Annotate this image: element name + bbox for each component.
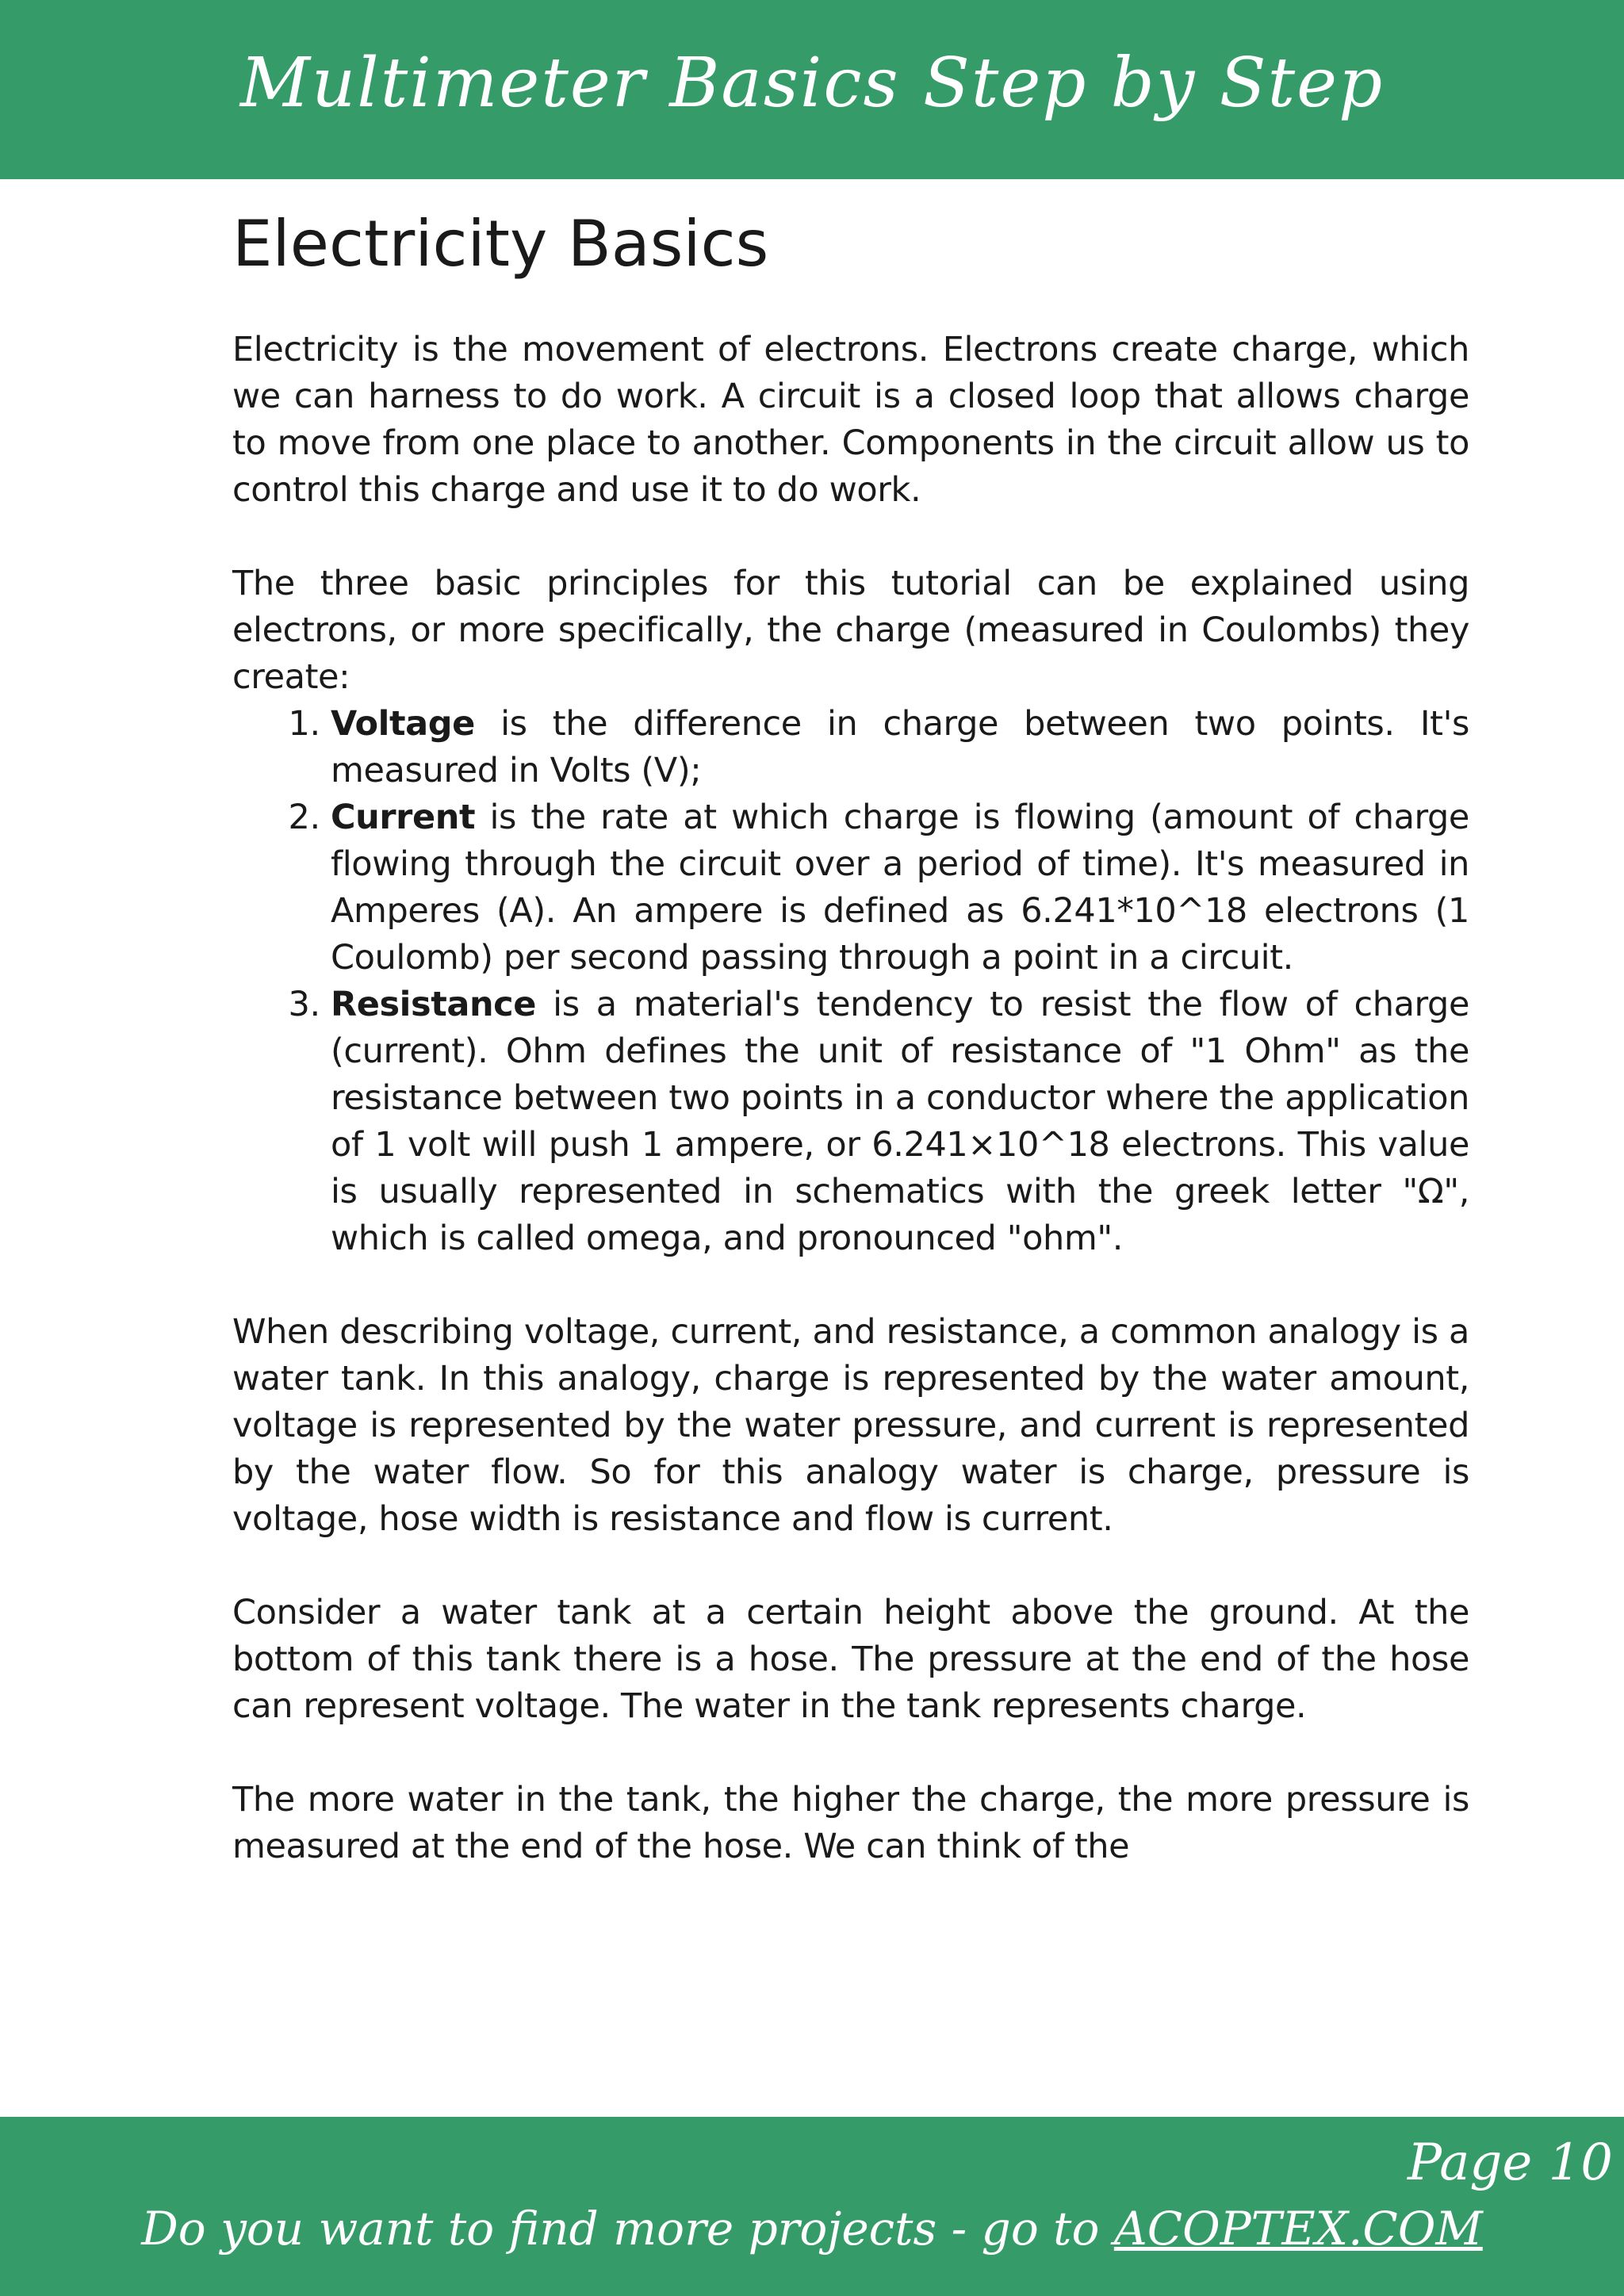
list-item-voltage xyxy=(331,701,1469,794)
page-footer xyxy=(0,2117,1624,2296)
section-heading: Electricity Basics xyxy=(232,207,769,281)
list-item-resistance xyxy=(331,982,1469,1262)
tank-paragraph: Consider a water tank at a certain height above the ground. At the bottom of this tank there is a hose. The pressure at the end of the hose can represent voltage. The water in the tank represents charge. xyxy=(232,1593,1469,1726)
term-voltage: Voltage xyxy=(331,704,475,744)
footer-cta xyxy=(0,2202,1624,2256)
term-current: Current xyxy=(331,798,476,837)
definition-voltage: is the difference in charge between two points. It's measured in Volts (V); xyxy=(331,704,1469,790)
page-header xyxy=(0,0,1624,179)
definition-current: is the rate at which charge is flowing (amount of charge flowing through the circuit over a period of time). It's measured in Amperes (A). An ampere is defined as 6.241*10^18 electrons (1 Coulomb) per second passing through a point in a circuit. xyxy=(331,798,1469,978)
page-number: Page 10 xyxy=(1408,2133,1613,2192)
analogy-paragraph: When describing voltage, current, and resistance, a common analogy is a water tank. In this analogy, charge is represented by the water amount, voltage is represented by the water pressure, and current is represented by the water flow. So for this analogy water is charge, pressure is voltage, hose width is resistance and flow is current. xyxy=(232,1312,1469,1539)
principles-list xyxy=(232,701,1469,1262)
document-title: Multimeter Basics Step by Step xyxy=(239,44,1385,123)
footer-cta-text: Do you want to find more projects - go to xyxy=(141,2202,1114,2256)
term-resistance: Resistance xyxy=(331,985,537,1024)
more-water-paragraph: The more water in the tank, the higher the charge, the more pressure is measured at the end of the hose. We can think of the xyxy=(232,1780,1469,1866)
intro-paragraph: Electricity is the movement of electrons. Electrons create charge, which we can harness to do work. A circuit is a closed loop that allows charge to move from one place to another. Components in the circuit allow us to control this charge and use it to do work. xyxy=(232,330,1469,510)
page-content xyxy=(232,205,1469,1870)
acoptex-link[interactable]: ACOPTEX.COM xyxy=(1113,2202,1483,2256)
definition-resistance: is a material's tendency to resist the flow of charge (current). Ohm defines the unit of resistance of "1 Ohm" as the resistance between two points in a conductor where the application of 1 volt will push 1 ampere, or 6.241×10^18 electrons. This value is usually represented in schematics with the greek letter "Ω", which is called omega, and pronounced "ohm". xyxy=(331,985,1469,1258)
list-item-current xyxy=(331,794,1469,982)
principles-intro-paragraph: The three basic principles for this tutorial can be explained using electrons, or more specifically, the charge (measured in Coulombs) they create: xyxy=(232,564,1469,697)
